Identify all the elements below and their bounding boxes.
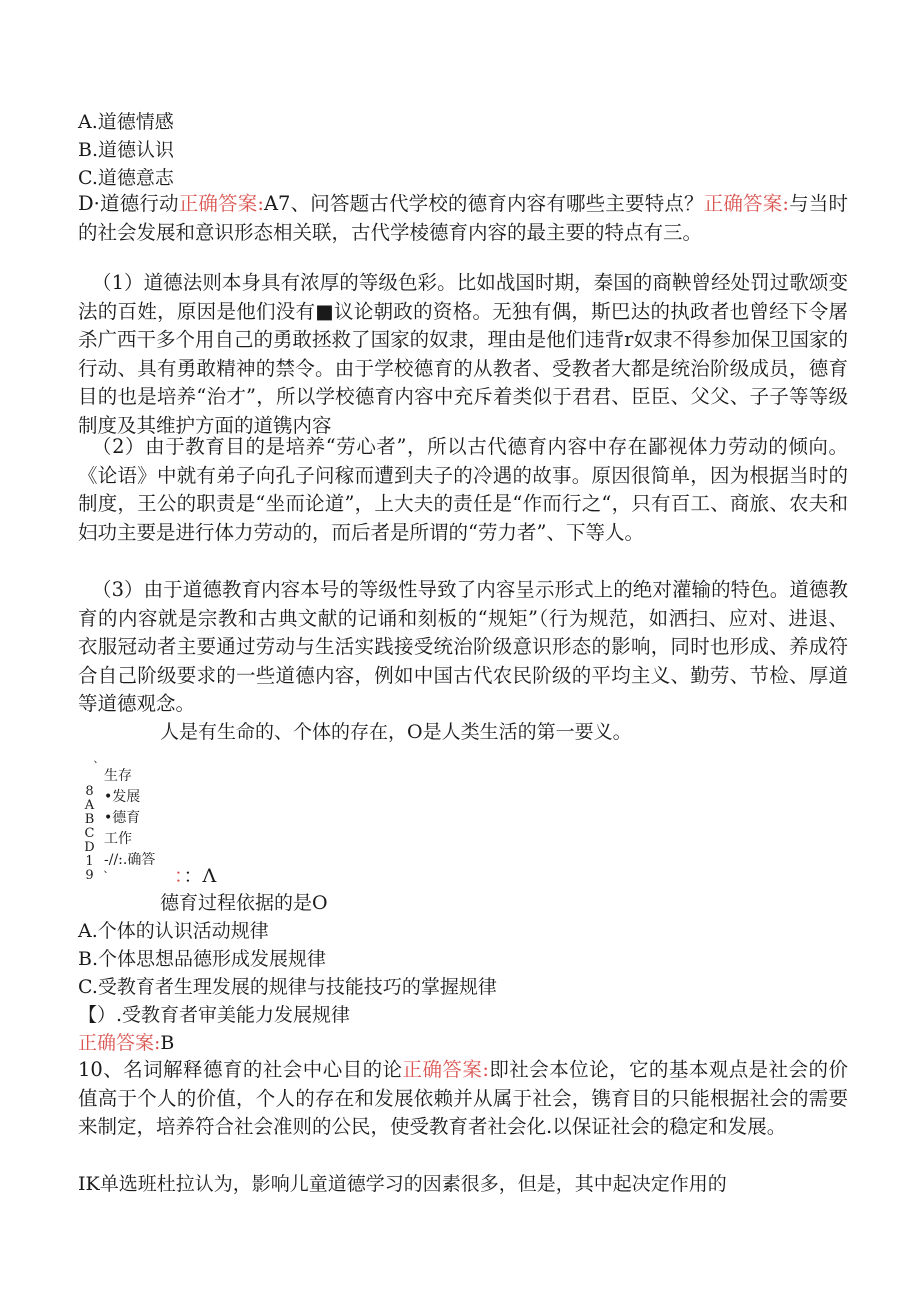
q9-answer-value: B (160, 1032, 175, 1054)
q8-stack-line-3: •德育 (104, 810, 141, 826)
q7-answer-label: 正确答案: (703, 192, 789, 215)
q8-stack-line-5: -//:.确答 (104, 852, 156, 868)
q6-option-b: B.道德认识 (78, 139, 175, 161)
q8-colon: ： (174, 865, 184, 887)
q6-q7-paragraph (78, 190, 848, 247)
q6-option-c: C.道德意志 (78, 167, 174, 189)
q8-side-code: 8ABCD19 (82, 784, 97, 882)
q7-point-1: （1）道德法则本身具有浓厚的等级色彩。比如战国时期，秦国的商鞅曾经处罚过歌颂变法的百姓，原因是他们没有■议论朝政的资格。无独有偶，斯巴达的执政者也曾经下令屠杀广西干多个用自己的勇敢拯救了国家的奴隶，理由是他们违背r奴隶不得参加保卫国家的行动、具有勇敢精神的禁令。由于学校德育的从教者、受教者大都是统治阶级成员，德育目的也是培养“治才”，所以学校德育内容中充斥着类似于君君、臣臣、父父、子子等等级制度及其维护方面的道镌内容 (78, 271, 848, 437)
q8-stack-line-4: 工作 (104, 831, 132, 847)
q7-point-2: （2）由于教育目的是培养“劳心者”，所以古代德育内容中存在鄙视体力劳动的倾向。《论语》中就有弟子向孔子问稼而遭到夫子的冷遇的故事。原因很简单，因为根据当时的制度，王公的职责是“坐而论道”，上大夫的责任是“作而行之“，只有百工、商旅、农夫和妇功主要是进行体力劳动的，而后者是所谓的“劳力者”、下等人。 (78, 435, 848, 544)
q8-stem: 人是有生命的、个体的存在，O是人类生活的第一要义。 (160, 721, 632, 743)
q6-answer-value: A (263, 192, 279, 215)
q9-answer (78, 1029, 174, 1057)
q10-stem: 10、名词解释德育的社会中心目的论 (78, 1058, 403, 1081)
q9-option-b: B.个体思想品德形成发展规律 (78, 948, 327, 970)
q8-side-mark-top: 、 (85, 760, 98, 771)
q6-answer-label: 正确答案: (178, 192, 264, 215)
q11-stem: IK单选班杜拉认为，影响儿童道德学习的因素很多，但是，其中起决定作用的 (78, 1173, 727, 1195)
q10-paragraph (78, 1056, 848, 1142)
q9-option-d: 【）.受教育者审美能力发展规律 (78, 1004, 351, 1026)
q6-option-a: A.道德情感 (78, 111, 174, 133)
q8-stack-line-1: 生存 (104, 768, 132, 784)
q7-point-3: （3）由于道德教育内容本号的等级性导致了内容呈示形式上的绝对灌输的特色。道德教育的内容就是宗教和古典文献的记诵和刻板的“规矩”（行为规范，如洒扫、应对、进退、衣服冠动者主要通过劳动与生活实践接受统治阶级意识形态的影响，同时也形成、养成符合自己阶级要求的一些道德内容，例如中国古代农民阶级的平均主义、勤劳、节检、厚道等道德观念。 (78, 578, 848, 716)
q8-stack-line-2: •发展 (104, 789, 141, 805)
q7-stem: 7、问答题古代学校的德育内容有哪些主要特点？ (278, 192, 704, 215)
q9-answer-label: 正确答案: (78, 1032, 161, 1054)
q10-answer-label: 正确答案: (402, 1058, 489, 1081)
q8-options-stack (104, 766, 155, 871)
q9-option-c: C.受教育者生理发展的规律与技能技巧的掌握规律 (78, 976, 497, 998)
q10-answer-text: 即社会本位论，它的基本观点是社会的价值高于个人的价值，个人的存在和发展依赖并从属于社会，镌育目的只能根据社会的需要来制定，培养符合社会准则的公民，使受教育者社会化.以保证社会的稳定和发展。 (78, 1058, 848, 1139)
q8-answer-mark: ：：Λ (174, 865, 217, 887)
q7-answer-intro: 与当时的社会发展和意识形态相关联，古代学棱德育内容的最主要的特点有三。 (78, 192, 848, 244)
q9-stem: 德育过程依据的是O (160, 892, 328, 914)
q8-side-mark-bottom: 、 (95, 870, 108, 881)
q9-option-a: A.个体的认识活动规律 (78, 920, 269, 942)
q6-option-d: D·道德行动 (78, 192, 179, 215)
